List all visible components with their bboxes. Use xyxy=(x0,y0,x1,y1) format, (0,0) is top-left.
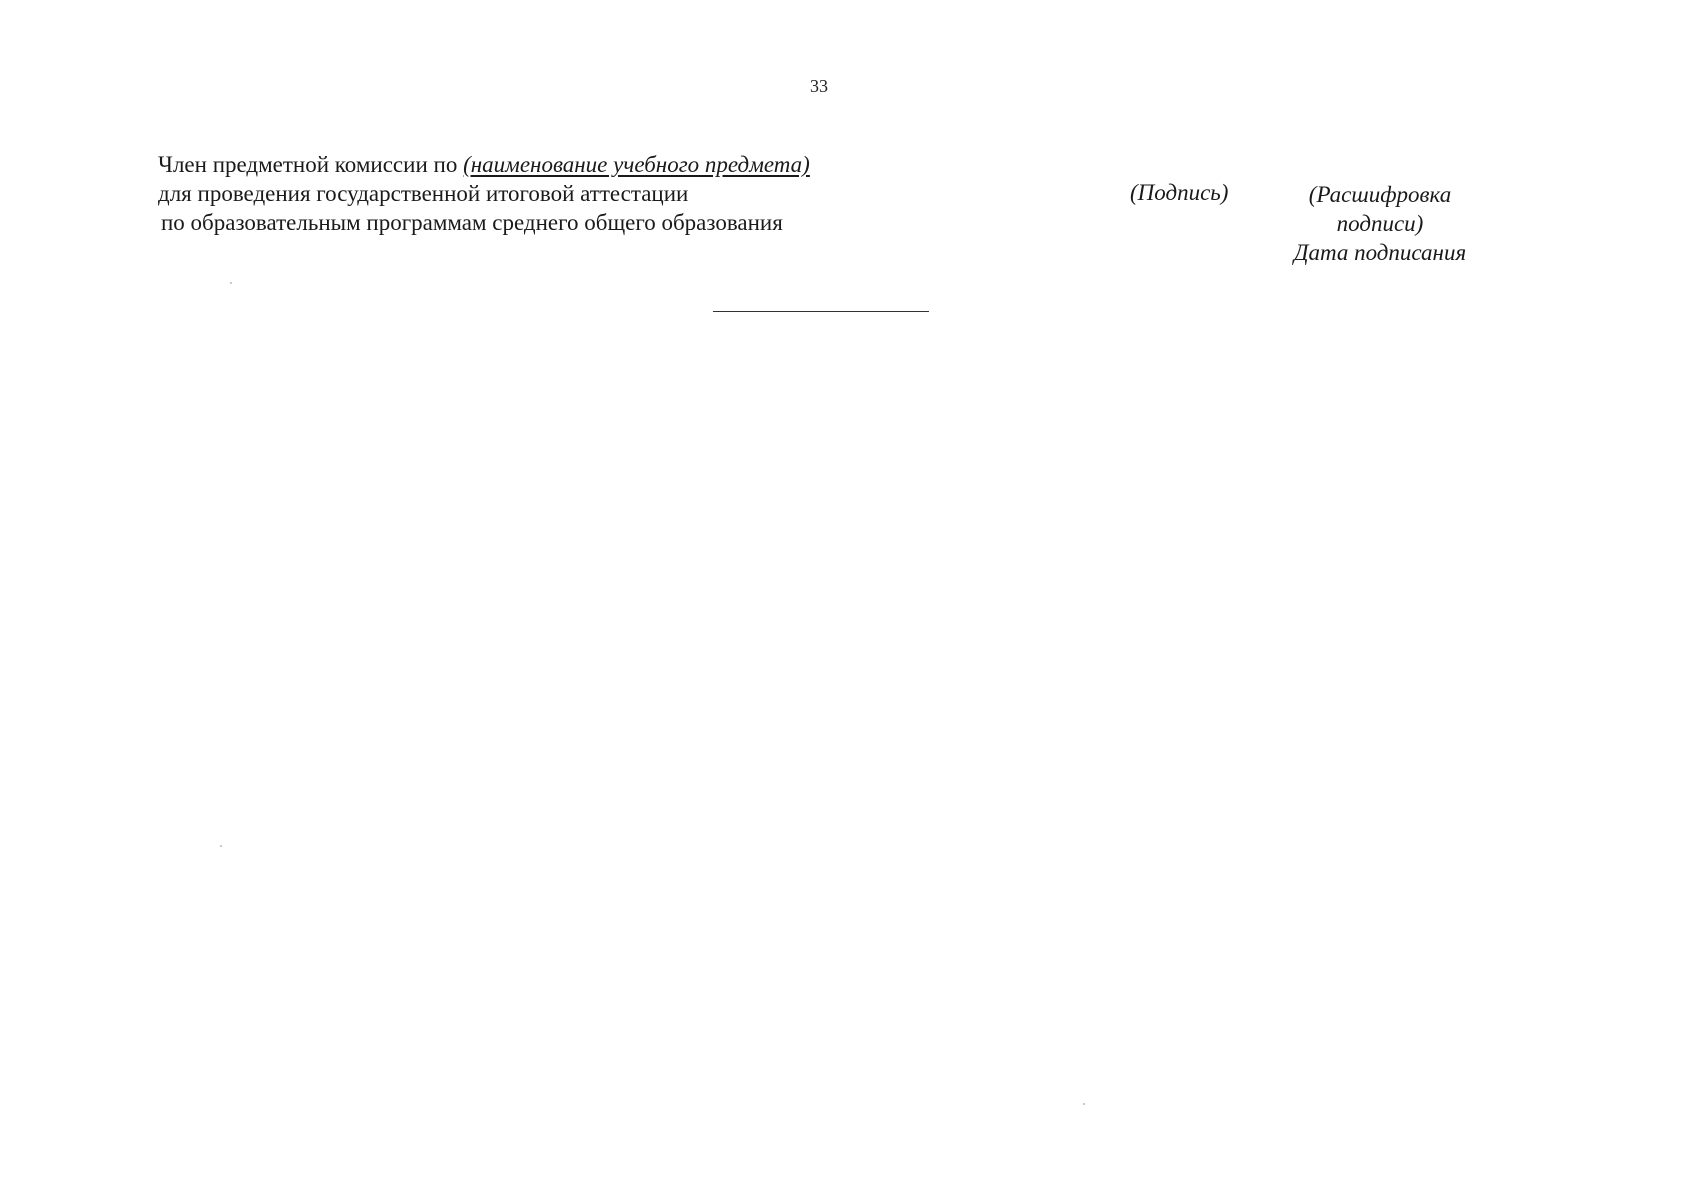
scan-speck xyxy=(220,845,222,847)
signing-date-label: Дата подписания xyxy=(1293,240,1467,265)
decode-line-2: подписи) xyxy=(1336,211,1424,236)
signature-decode-caption xyxy=(1250,180,1510,267)
member-title: Член предметной комиссии по xyxy=(158,152,464,177)
member-line-1 xyxy=(158,150,810,179)
decode-line-1: (Расшифровка xyxy=(1308,182,1452,207)
signature-caption: (Подпись) xyxy=(1130,180,1229,205)
commission-member-block xyxy=(158,150,810,237)
scan-speck xyxy=(1083,1103,1085,1105)
member-line-3: по образовательным программам среднего общего образования xyxy=(161,210,783,235)
member-line-2: для проведения государственной итоговой аттестации xyxy=(158,181,689,206)
subject-name-placeholder: (наименование учебного предмета) xyxy=(463,152,810,177)
scan-speck xyxy=(230,282,232,284)
separator-line xyxy=(713,311,929,312)
page-number: 33 xyxy=(810,76,828,96)
